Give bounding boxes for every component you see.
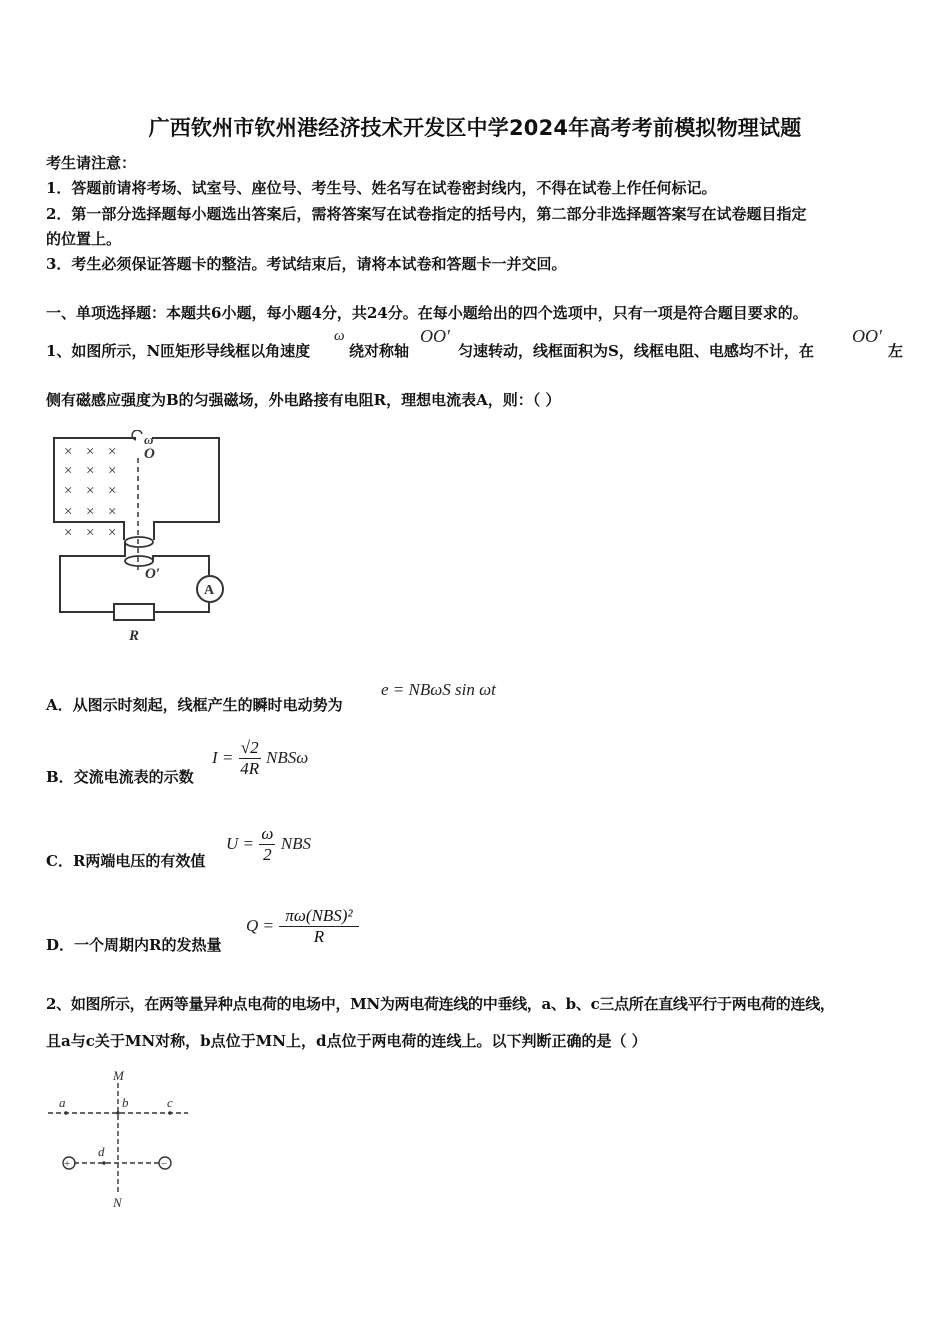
field-cross: × (86, 444, 95, 460)
q1-option-d-den: R (313, 927, 325, 946)
q1-option-c-num: ω (261, 824, 274, 843)
q1-circuit-figure (44, 430, 244, 645)
section-heading: 一、单项选择题：本题共6小题，每小题4分，共24分。在每小题给出的四个选项中，只有一项是符合题目要求的。 (46, 304, 808, 322)
q1-option-c-math (226, 824, 311, 865)
q2-stem-line-2: 且a与c关于MN对称，b点位于MN上，d点位于两电荷的连线上。以下判断正确的是（ ） (46, 1032, 647, 1050)
label-N: N (113, 1195, 122, 1210)
q1-option-b-text: B．交流电流表的示数 (46, 768, 194, 786)
label-plus: + (64, 1158, 71, 1170)
notice-line-2b: 的位置上。 (46, 230, 122, 248)
q2-charges-figure (44, 1065, 204, 1215)
q1-omega: ω (334, 328, 345, 344)
q1-option-c-rhs: NBS (280, 834, 312, 853)
q1-option-b-lhs: I = (212, 748, 234, 767)
q1-stem-4: 左 (888, 342, 904, 360)
notice-line-1: 1．答题前请将考场、试室号、座位号、考生号、姓名写在试卷密封线内，不得在试卷上作任何标记。 (46, 179, 717, 197)
q1-axis-2: OO′ (852, 326, 882, 346)
q1-stem-line-2: 侧有磁感应强度为B的匀强磁场，外电路接有电阻R，理想电流表A，则：（ ） (46, 391, 561, 409)
fig-O-label: O (144, 446, 155, 462)
q2-stem-line-1: 2、如图所示，在两等量异种点电荷的电场中，MN为两电荷连线的中垂线，a、b、c三点所在直线平行于两电荷的连线， (46, 995, 835, 1013)
field-cross: × (108, 444, 117, 460)
label-minus: − (161, 1158, 168, 1170)
field-cross: × (108, 525, 117, 541)
field-cross: × (86, 463, 95, 479)
page-title: 广西钦州市钦州港经济技术开发区中学2024年高考考前模拟物理试题 (148, 116, 802, 140)
q1-option-b-num: √2 (240, 738, 259, 757)
notice-line-2a: 2．第一部分选择题每小题选出答案后，需将答案写在试卷指定的括号内，第二部分非选择题答案写在试卷题目指定 (46, 205, 807, 223)
q1-option-a-math: e = NBωS sin ωt (381, 680, 496, 699)
field-cross: × (86, 525, 95, 541)
field-cross: × (64, 463, 73, 479)
field-cross: × (108, 463, 117, 479)
notice-line-3: 3．考生必须保证答题卡的整洁。考试结束后，请将本试卷和答题卡一并交回。 (46, 255, 567, 273)
field-cross: × (108, 504, 117, 520)
q1-option-d-num: πω(NBS)² (279, 906, 358, 927)
q1-option-c-lhs: U = (226, 834, 254, 853)
q1-stem-3: 匀速转动，线框面积为S，线框电阻、电感均不计，在 (458, 342, 814, 360)
label-d: d (98, 1144, 105, 1159)
label-c: c (167, 1095, 173, 1110)
fig-omega-label: ω (144, 432, 154, 447)
ammeter-label: A (204, 583, 215, 598)
q1-option-d-math (246, 906, 359, 947)
q1-axis: OO′ (420, 326, 450, 346)
q1-option-d-lhs: Q = (246, 916, 274, 935)
label-a: a (59, 1095, 66, 1110)
field-cross: × (86, 483, 95, 499)
q1-option-c-text: C．R两端电压的有效值 (46, 852, 206, 870)
point-a-dot (64, 1111, 68, 1115)
field-cross: × (64, 444, 73, 460)
label-b: b (122, 1095, 129, 1110)
resistor-label: R (129, 628, 140, 644)
point-d-dot (102, 1161, 106, 1165)
field-cross: × (64, 483, 73, 499)
q1-option-b-math (212, 738, 308, 779)
q1-option-d-text: D．一个周期内R的发热量 (46, 936, 222, 954)
rotation-arrow-icon (132, 430, 142, 440)
field-cross: × (86, 504, 95, 520)
point-b-dot (116, 1111, 120, 1115)
q1-option-a-text: A．从图示时刻起，线框产生的瞬时电动势为 (46, 696, 343, 714)
q1-option-c-den: 2 (263, 845, 272, 864)
q1-stem-1: 1、如图所示，N匝矩形导线框以角速度 (46, 342, 311, 360)
point-c-dot (168, 1111, 172, 1115)
q1-option-b-rhs: NBSω (266, 748, 309, 767)
label-M: M (113, 1068, 124, 1083)
field-cross: × (64, 504, 73, 520)
notice-heading: 考生请注意： (46, 154, 137, 172)
field-cross: × (108, 483, 117, 499)
q1-option-b-den: 4R (240, 759, 260, 778)
fig-Oprime-label: O′ (145, 566, 161, 582)
q1-stem-2: 绕对称轴 (349, 342, 410, 360)
field-cross: × (64, 525, 73, 541)
